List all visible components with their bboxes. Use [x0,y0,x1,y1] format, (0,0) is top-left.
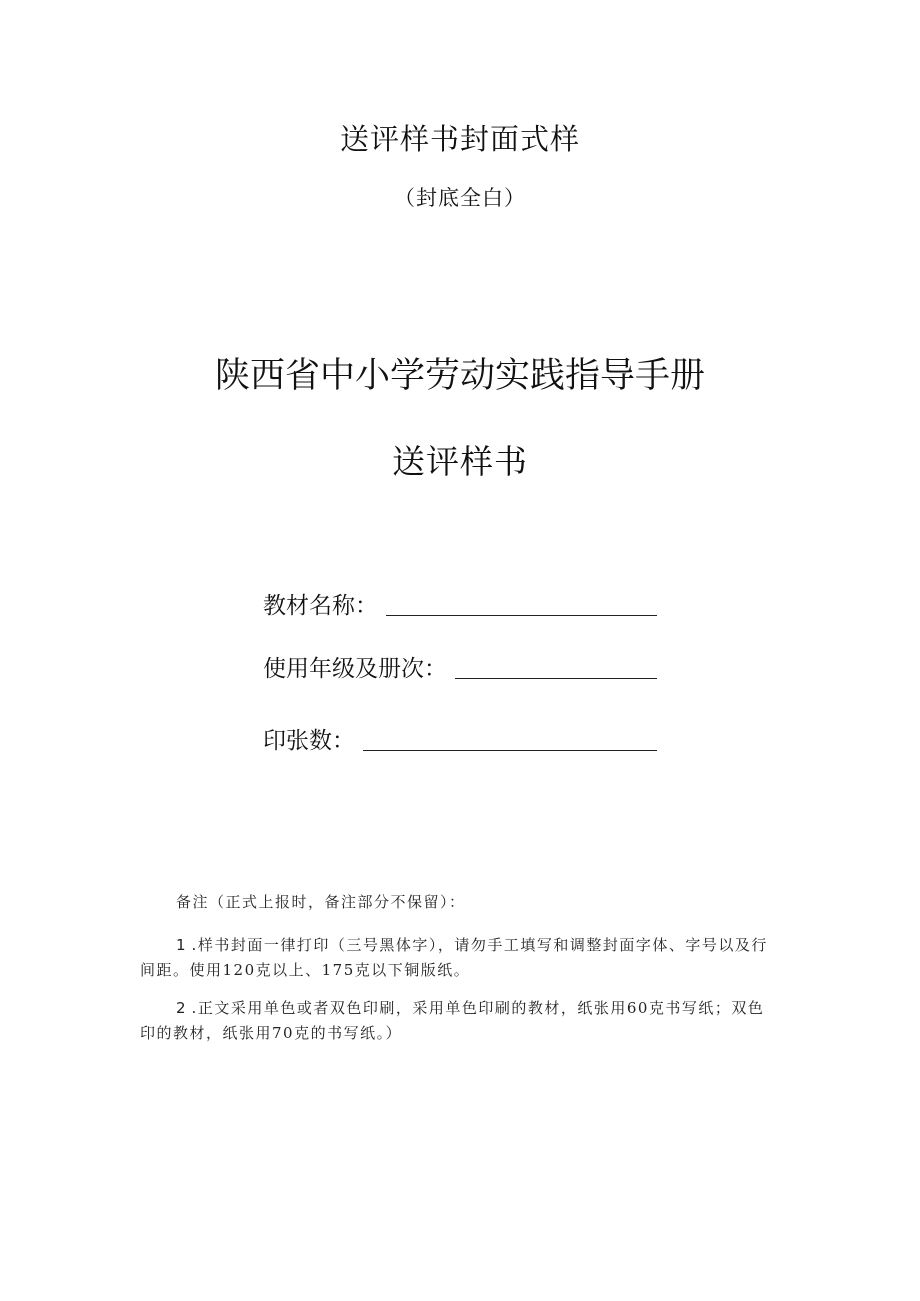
material-name-blank-line[interactable] [386,611,657,616]
notes-heading: 备注（正式上报时，备注部分不保留）： [176,893,466,911]
note-item [140,933,780,983]
sample-cover-title: 送评样书封面式样 [339,122,580,156]
note-number: 2 [176,999,186,1017]
back-cover-note: （封底全白） [394,186,526,210]
material-name-label: 教材名称： [263,593,378,619]
note-number: 1 [176,936,186,954]
note-text: .正文采用单色或者双色印刷，采用单色印刷的教材，纸张用60克书写纸；双色印的教材，纸张用70克的书写纸。） [140,999,765,1042]
printed-sheets-label: 印张数： [263,728,355,754]
note-text: .样书封面一律打印（三号黑体字），请勿手工填写和调整封面字体、字号以及行间距。使用120克以上、175克以下铜版纸。 [140,936,768,979]
grade-volume-label: 使用年级及册次： [263,656,447,682]
printed-sheets-blank-line[interactable] [363,746,657,751]
form-row-printed-sheets [263,723,657,753]
note-item [140,996,780,1046]
book-subtitle: 送评样书 [392,442,528,481]
grade-volume-blank-line[interactable] [455,674,657,679]
form-row-material-name [263,588,657,618]
book-title: 陕西省中小学劳动实践指导手册 [214,356,705,396]
form-row-grade-volume [263,651,657,681]
